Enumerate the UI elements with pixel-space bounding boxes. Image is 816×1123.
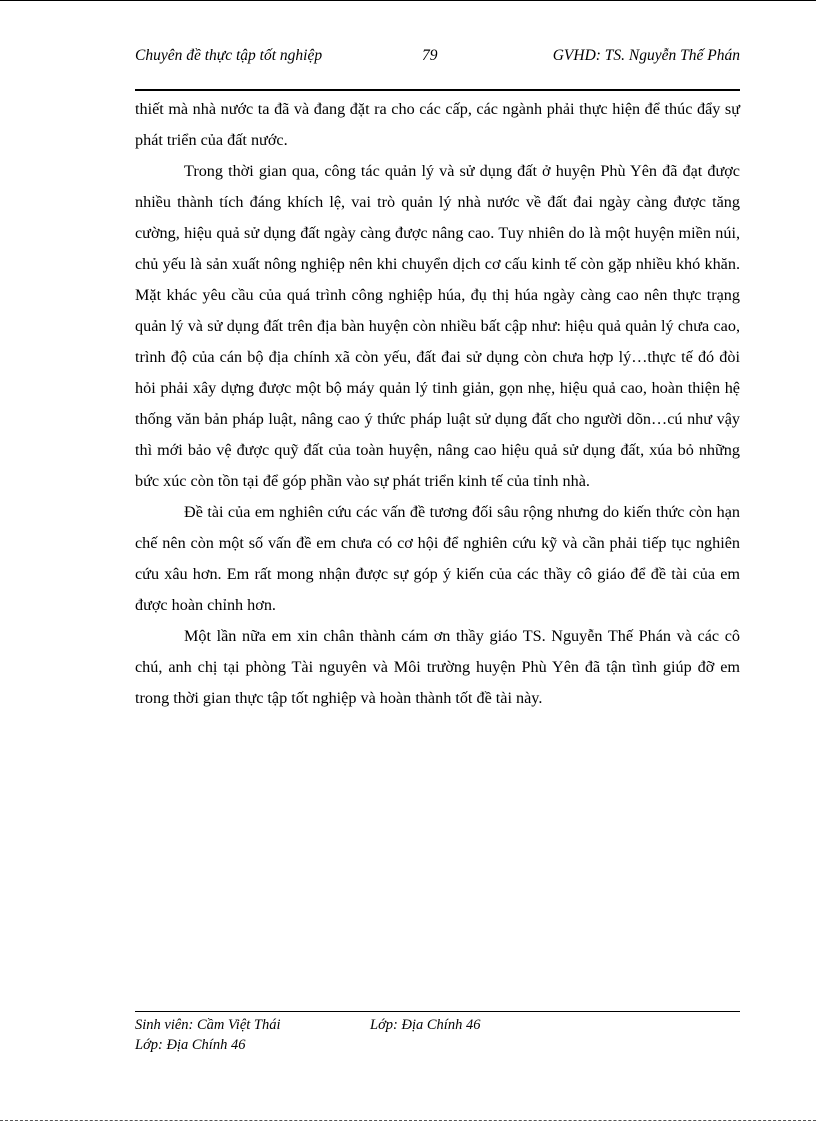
paragraph-continuation: thiết mà nhà nước ta đã và đang đặt ra cho các cấp, các ngành phải thực hiện để thúc đẩy sự phát triển của đất nước. bbox=[135, 100, 740, 149]
header-divider bbox=[135, 89, 740, 91]
document-body bbox=[135, 94, 740, 714]
page-footer bbox=[135, 1015, 740, 1055]
paragraph: Đề tài của em nghiên cứu các vấn đề tương đối sâu rộng nhưng do kiến thức còn hạn chế nên còn một số vấn đề em chưa có cơ hội để nghiên cứu kỹ và cần phải tiếp tục nghiên cứu xâu hơn. Em rất mong nhận được sự góp ý kiến của các thầy cô giáo để đề tài của em được hoàn chỉnh hơn. bbox=[135, 503, 740, 614]
header-page-number: 79 bbox=[422, 47, 438, 64]
paragraph: Trong thời gian qua, công tác quản lý và sử dụng đất ở huyện Phù Yên đã đạt được nhiều thành tích đáng khích lệ, vai trò quản lý nhà nước về đất đai ngày càng được tăng cường, hiệu quả sử dụng đất ngày càng được nâng cao. Tuy nhiên do là một huyện miền núi, chủ yếu là sản xuất nông nghiệp nên khi chuyển dịch cơ cấu kinh tế còn gặp nhiều khó khăn. Mặt khác yêu cầu của quá trình công nghiệp húa, đụ thị húa ngày càng cao nên thực trạng quản lý và sử dụng đất trên địa bàn huyện còn nhiều bất cập như: hiệu quả quản lý chưa cao, trình độ của cán bộ địa chính xã còn yếu, đất đai sử dụng còn chưa hợp lý…thực tế đó đòi hỏi phải xây dựng được một bộ máy quản lý tinh giản, gọn nhẹ, hiệu quả cao, hoàn thiện hệ thống văn bản pháp luật, nâng cao ý thức pháp luật sử dụng đất cho người dõn…cú như vậy thì mới bảo vệ được quỹ đất của toàn huyện, nâng cao hiệu quả sử dụng đất, xúa bỏ những bức xúc còn tồn tại để góp phần vào sự phát triển kinh tế của tỉnh nhà. bbox=[135, 162, 740, 490]
footer-divider bbox=[135, 1011, 740, 1012]
header-document-title: Chuyên đề thực tập tốt nghiệp bbox=[135, 47, 323, 64]
page-bottom-border bbox=[0, 1120, 816, 1121]
header-supervisor: GVHD: TS. Nguyễn Thế Phán bbox=[552, 47, 740, 64]
paragraph: Một lần nữa em xin chân thành cám ơn thầy giáo TS. Nguyễn Thế Phán và các cô chú, anh chị tại phòng Tài nguyên và Môi trường huyện Phù Yên đã tận tình giúp đỡ em trong thời gian thực tập tốt nghiệp và hoàn thành tốt đề tài này. bbox=[135, 627, 740, 707]
footer-class: Lớp: Địa Chính 46 bbox=[370, 1017, 481, 1033]
page-top-border bbox=[0, 0, 816, 1]
page-header bbox=[135, 47, 740, 69]
footer-student-name: Sinh viên: Cầm Việt Thái bbox=[135, 1017, 281, 1033]
footer-class-repeat: Lớp: Địa Chính 46 bbox=[135, 1037, 246, 1053]
